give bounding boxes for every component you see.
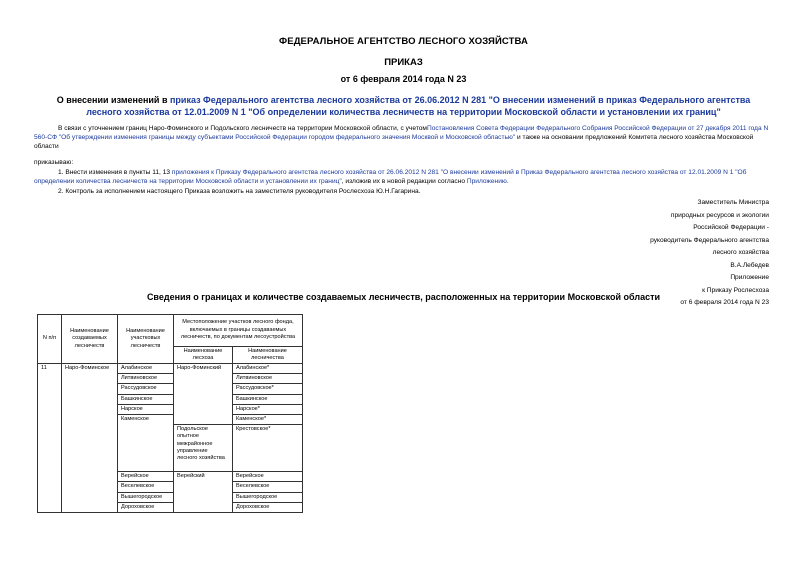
title-prefix: О внесении изменений в: [56, 95, 170, 105]
resolution-link[interactable]: Постановления Совета Федерации Федерального Собрания Российской Федерации от 27 декабря 2011 года N 560-СФ "Об утверждении изменения границы между субъектами Российской Федерации городом федерального значения Москвой и Московской областью": [34, 125, 769, 142]
row-lesnichestvo: Вышегородское: [233, 492, 303, 502]
signature-line: природных ресурсов и экологии: [670, 211, 769, 219]
paragraph-item-2: 2. Контроль за исполнением настоящего Приказа возложить на заместителя руководителя Рослесхоза Ю.Н.Гагарина.: [58, 188, 421, 195]
row-lesnichestvo: Алабинское*: [233, 364, 303, 374]
signature-line: Российской Федерации -: [693, 224, 769, 231]
row-leskhoz: Верейский: [174, 472, 233, 513]
row-num: 11: [38, 364, 62, 513]
row-lesnichestvo: Дороховское: [233, 502, 303, 512]
title-link[interactable]: приказ Федерального агентства лесного хозяйства от 26.06.2012 N 281 "О внесении изменений в приказ Федерального агентства лесного хозяйства от 12.01.2009 N 1 "Об определении количества лесничеств на территории Московской области и установлении их границ": [86, 95, 751, 117]
preamble-text: В связи с уточнением границ Наро-Фоминского и Подольского лесничеств на территории Московской области, с учетом: [58, 125, 427, 132]
preamble-tail: и также на основании предложений Комитета лесного хозяйства Московской области: [34, 134, 754, 151]
row-lesnichestvo: Крестовское*: [233, 425, 303, 472]
header-num: N п/п: [38, 315, 62, 364]
table-row: [38, 364, 303, 374]
appendix-title: Сведения о границах и количестве создаваемых лесничеств, расположенных на территории Московской области: [146, 292, 661, 302]
forestry-table: [37, 314, 303, 513]
row-leskhoz: Наро-Фоминский: [174, 364, 233, 425]
paragraph-item-1: [34, 168, 774, 186]
header-forestry: Наименование создаваемых лесничеств: [62, 315, 118, 364]
row-forestry: Наро-Фоминское: [62, 364, 118, 513]
signature-line: Приложение: [730, 274, 769, 281]
signature-line: руководитель Федерального агентства: [650, 236, 769, 244]
row-lesnichestvo: Веселевское: [233, 482, 303, 492]
header-leskhoz: Наименование лесхоза: [174, 346, 233, 363]
header-location: Местоположение участков лесного фонда, включаемых в границы создаваемых лесничеств, по документам лесоустройства: [174, 315, 303, 347]
document-title: [40, 94, 767, 118]
row-lesnichestvo: Литвиновское: [233, 374, 303, 384]
row-lesnichestvo: Башкинское: [233, 394, 303, 404]
item1-text: 1. Внести изменения в пункты 11, 13: [58, 169, 172, 176]
appendix-order-link[interactable]: приложения к Приказу Федерального агентства лесного хозяйства от 26.06.2012 N 281 "О внесении изменений в Приказ Федерального агентства лесного хозяйства от 12.01.2009 N 1 "Об определении количества лесничеств на территории Московской области и установлении их границ": [34, 169, 747, 186]
signature-line: от 6 февраля 2014 года N 23: [680, 299, 769, 306]
row-lesnichestvo: Рассудовское*: [233, 384, 303, 394]
item1-mid: , изложив их в новой редакции согласно: [341, 178, 467, 186]
row-district: Нарское: [118, 404, 174, 414]
document-type: ПРИКАЗ: [384, 57, 423, 68]
appendix-link[interactable]: Приложению: [466, 178, 507, 186]
row-lesnichestvo: Каменское*: [233, 415, 303, 425]
row-district: Башкинское: [118, 394, 174, 404]
document-date: от 6 февраля 2014 года N 23: [340, 74, 467, 84]
table-header-row: [38, 315, 303, 347]
item1-end: .: [506, 178, 509, 186]
row-district: Рассудовское: [118, 384, 174, 394]
row-district: Веселевское: [118, 482, 174, 492]
paragraph-order: приказываю:: [34, 159, 74, 166]
signature-line: лесного хозяйства: [712, 249, 769, 256]
row-district: Верейское: [118, 472, 174, 482]
row-district: Литвиновское: [118, 374, 174, 384]
row-district: Алабинское: [118, 364, 174, 374]
row-district: Дороховское: [118, 502, 174, 512]
header-lesnichestvo: Наименование лесничества: [233, 346, 303, 363]
agency-name: ФЕДЕРАЛЬНОЕ АГЕНТСТВО ЛЕСНОГО ХОЗЯЙСТВА: [279, 36, 528, 47]
row-lesnichestvo: Верейское: [233, 472, 303, 482]
row-leskhoz: Подольское опытное межрайонное управление лесного хозяйства: [174, 425, 233, 472]
signature-line: к Приказу Рослесхоза: [702, 286, 769, 294]
signature-line: Заместитель Министра: [697, 199, 769, 206]
row-district: Вышегородское: [118, 492, 174, 502]
row-lesnichestvo: Нарское*: [233, 404, 303, 414]
paragraph-preamble: [34, 124, 774, 152]
signature-line: В.А.Лебедев: [730, 261, 769, 269]
header-districts: Наименование участковых лесничеств: [118, 315, 174, 364]
row-district: Каменское: [118, 415, 174, 472]
